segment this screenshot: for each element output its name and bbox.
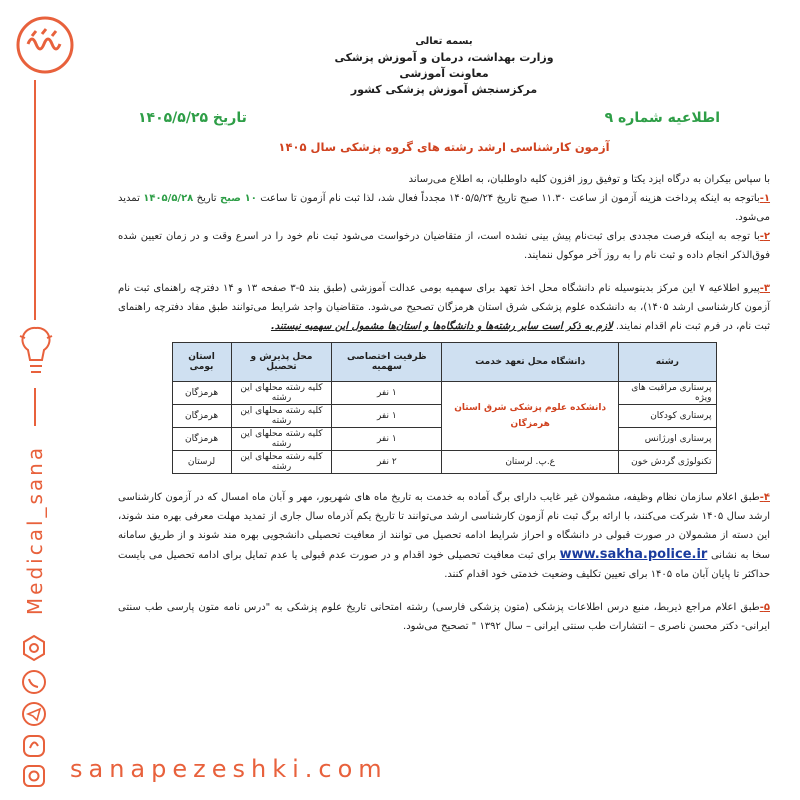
- notice-subtitle: آزمون کارشناسی ارشد رشته های گروه پزشکی سال ۱۴۰۵: [278, 140, 610, 154]
- table-header-cell: رشته: [619, 343, 716, 382]
- table-cell: ۱ نفر: [332, 382, 442, 405]
- paragraph-1-deadline: ۱۴۰۵/۵/۲۸: [143, 193, 194, 204]
- table-cell: کلیه رشته محلهای این رشته: [231, 405, 332, 428]
- paragraph-4: [118, 488, 770, 584]
- table-row: [172, 382, 716, 405]
- letterhead: [118, 34, 770, 98]
- table-cell: لرستان: [172, 451, 231, 474]
- table-row: [172, 451, 716, 474]
- table-cell: پرستاری مراقبت های ویژه: [619, 382, 716, 405]
- paragraph-4-text-2: برای ثبت معافیت تحصیلی خود اقدام و در صورت عدم قبولی یا عدم تمایل برای ادامه تحصیل می بایست حداکثر تا پایان آبان ماه ۱۴۰۵ برای تعیین تکلیف وضعیت خدمتی خود اقدام کنند.: [118, 550, 770, 580]
- table-header-cell: ظرفیت اختصاصی سهمیه: [332, 343, 442, 382]
- table-header-cell: دانشگاه محل تعهد خدمت: [442, 343, 619, 382]
- paragraph-5: [118, 598, 770, 636]
- paragraph-1-hour: ۱۰ صبح: [219, 193, 257, 204]
- table-cell: هرمزگان: [172, 428, 231, 451]
- center-name: مرکزسنجش آموزش پزشکی کشور: [350, 83, 538, 96]
- brand-logo: [14, 14, 76, 76]
- paragraph-1-text-a: باتوجه به اینکه پرداخت هزینه آزمون از ساعت ۱۱.۳۰ صبح تاریخ ۱۴۰۵/۵/۲۴ مجدداً فعال شد، لذا ثبت نام آزمون تا ساعت: [260, 193, 760, 204]
- paragraph-3-text: پیرو اطلاعیه ۷ این مرکز بدینوسیله نام دانشگاه محل اخذ تعهد برای سهمیه بومی عدالت آموزشی (طبق بند ۵-۳ صفحه ۱۳ و ۱۴ دفترچه راهنمای ثبت نام آزمون کارشناسی ارشد ۱۴۰۵)، به دانشکده علوم پزشکی شرق استان هرمزگان تصحیح می‌شود. متقاضیان واجد شرایط می‌توانند طبق مفاد دفترچه راهنمای ثبت نام، در فرم ثبت نام اقدام نمایند.: [118, 283, 771, 332]
- whatsapp-icon[interactable]: [20, 668, 48, 696]
- date-label: تاریخ: [212, 110, 247, 126]
- table-cell: هرمزگان: [172, 382, 231, 405]
- table-cell-merged-university: دانشکده علوم پزشکی شرق استان هرمزگان: [442, 382, 619, 451]
- table-cell: تکنولوژی گردش خون: [619, 451, 716, 474]
- paragraph-3-note: لازم به ذکر است سایر رشته‌ها و دانشگاه‌ها و استان‌ها مشمول این سهمیه نیستند.: [270, 321, 613, 332]
- table-cell: ع.پ. لرستان: [442, 451, 619, 474]
- bismillah: بسمه تعالی: [415, 36, 473, 47]
- paragraph-1-number: ۱-: [759, 193, 771, 204]
- paragraph-1-text-e: تمدید می‌شود.: [118, 193, 770, 223]
- notice-number: اطلاعیه شماره ۹: [604, 110, 720, 126]
- paragraph-4-text: طبق اعلام سازمان نظام وظیفه، مشمولان غیر غایب دارای برگ آماده به خدمت به تاریخ ماه های شهریور، مهر و آبان ماه امسال که در آزمون کارشناسی ارشد سال ۱۴۰۵ شرکت می‌کنند، با ارائه برگ ثبت نام آزمون کارشناسی ارشد می‌توانند تا تاریخ یکم آذرماه سال جاری از تمدید مهلت معرفی بهره مند شوند، این دسته از مشمولان در صورت قبولی در دانشگاه و احراز شرایط ادامه تحصیل می توانند از معافیت تحصیلی دانشجویی بهره مند شوند و از طریق سامانه سخا به نشانی: [118, 492, 770, 561]
- date-value: ۱۴۰۵/۵/۲۵: [138, 110, 209, 126]
- intro-paragraph: با سپاس بیکران به درگاه ایزد یکتا و توفیق روز افزون کلیه داوطلبان، به اطلاع می‌رساند: [408, 174, 770, 185]
- side-line-mid: [34, 388, 36, 426]
- paragraph-5-number: ۵-: [759, 602, 770, 613]
- notice-date: [138, 110, 247, 126]
- ministry-name: وزارت بهداشت، درمان و آموزش پزشکی: [334, 51, 554, 64]
- paragraph-5-text: طبق اعلام مراجع ذیربط، منبع درس اطلاعات پزشکی (متون پزشکی فارسی) رشته امتحانی تاریخ علوم پزشکی به "درس نامه متون پارسی طب سنتی ایرانی- دکتر محسن ناصری – انتشارات طب سنتی ایرانی – سال ۱۳۹۲ " تصحیح می‌شود.: [118, 602, 770, 632]
- notice-row: [118, 110, 770, 126]
- table-header-row: [172, 343, 716, 382]
- sakha-link[interactable]: www.sakha.police.ir: [559, 547, 708, 562]
- deputy-name: معاونت آموزشی: [399, 67, 489, 80]
- table-cell: کلیه رشته محلهای این رشته: [231, 428, 332, 451]
- table-cell: ۲ نفر: [332, 451, 442, 474]
- table-cell: کلیه رشته محلهای این رشته: [231, 382, 332, 405]
- paragraph-2-text: با توجه به اینکه فرصت مجددی برای ثبت‌نام پیش بینی نشده است، از متقاضیان درخواست می‌شود ثبت نام خود را در اسرع وقت و در زمان تعیین شده فوق‌الذکر انجام داده و ثبت نام را به روز آخر موکول ننمایند.: [118, 231, 770, 261]
- side-line-top: [34, 80, 36, 320]
- footer-website[interactable]: sanapezeshki.com: [70, 755, 388, 783]
- instagram-handle: Medical_sana: [23, 444, 47, 616]
- table-cell: کلیه رشته محلهای این رشته: [231, 451, 332, 474]
- telegram-icon[interactable]: [20, 700, 48, 728]
- table-cell: پرستاری اورژانس: [619, 428, 716, 451]
- eitaa-icon[interactable]: [20, 732, 48, 760]
- paragraph-3-number: ۳-: [759, 283, 770, 294]
- table-header-cell: استان بومی: [172, 343, 231, 382]
- paragraph-1: [118, 189, 770, 227]
- paragraph-2: [118, 227, 770, 265]
- paragraph-4-number: ۴-: [759, 492, 770, 503]
- table-cell: ۱ نفر: [332, 405, 442, 428]
- instagram-square-icon[interactable]: [20, 762, 48, 790]
- lightbulb-icon: [18, 322, 54, 386]
- paragraph-2-number: ۲-: [759, 231, 770, 242]
- instagram-icon[interactable]: [20, 634, 48, 662]
- table-cell: پرستاری کودکان: [619, 405, 716, 428]
- table-cell: ۱ نفر: [332, 428, 442, 451]
- paragraph-3: [118, 279, 770, 336]
- announcement-document: [118, 34, 770, 739]
- paragraph-1-text-c: تاریخ: [196, 193, 217, 204]
- quota-table: [172, 342, 717, 474]
- table-header-cell: محل پذیرش و تحصیل: [231, 343, 332, 382]
- table-cell: هرمزگان: [172, 405, 231, 428]
